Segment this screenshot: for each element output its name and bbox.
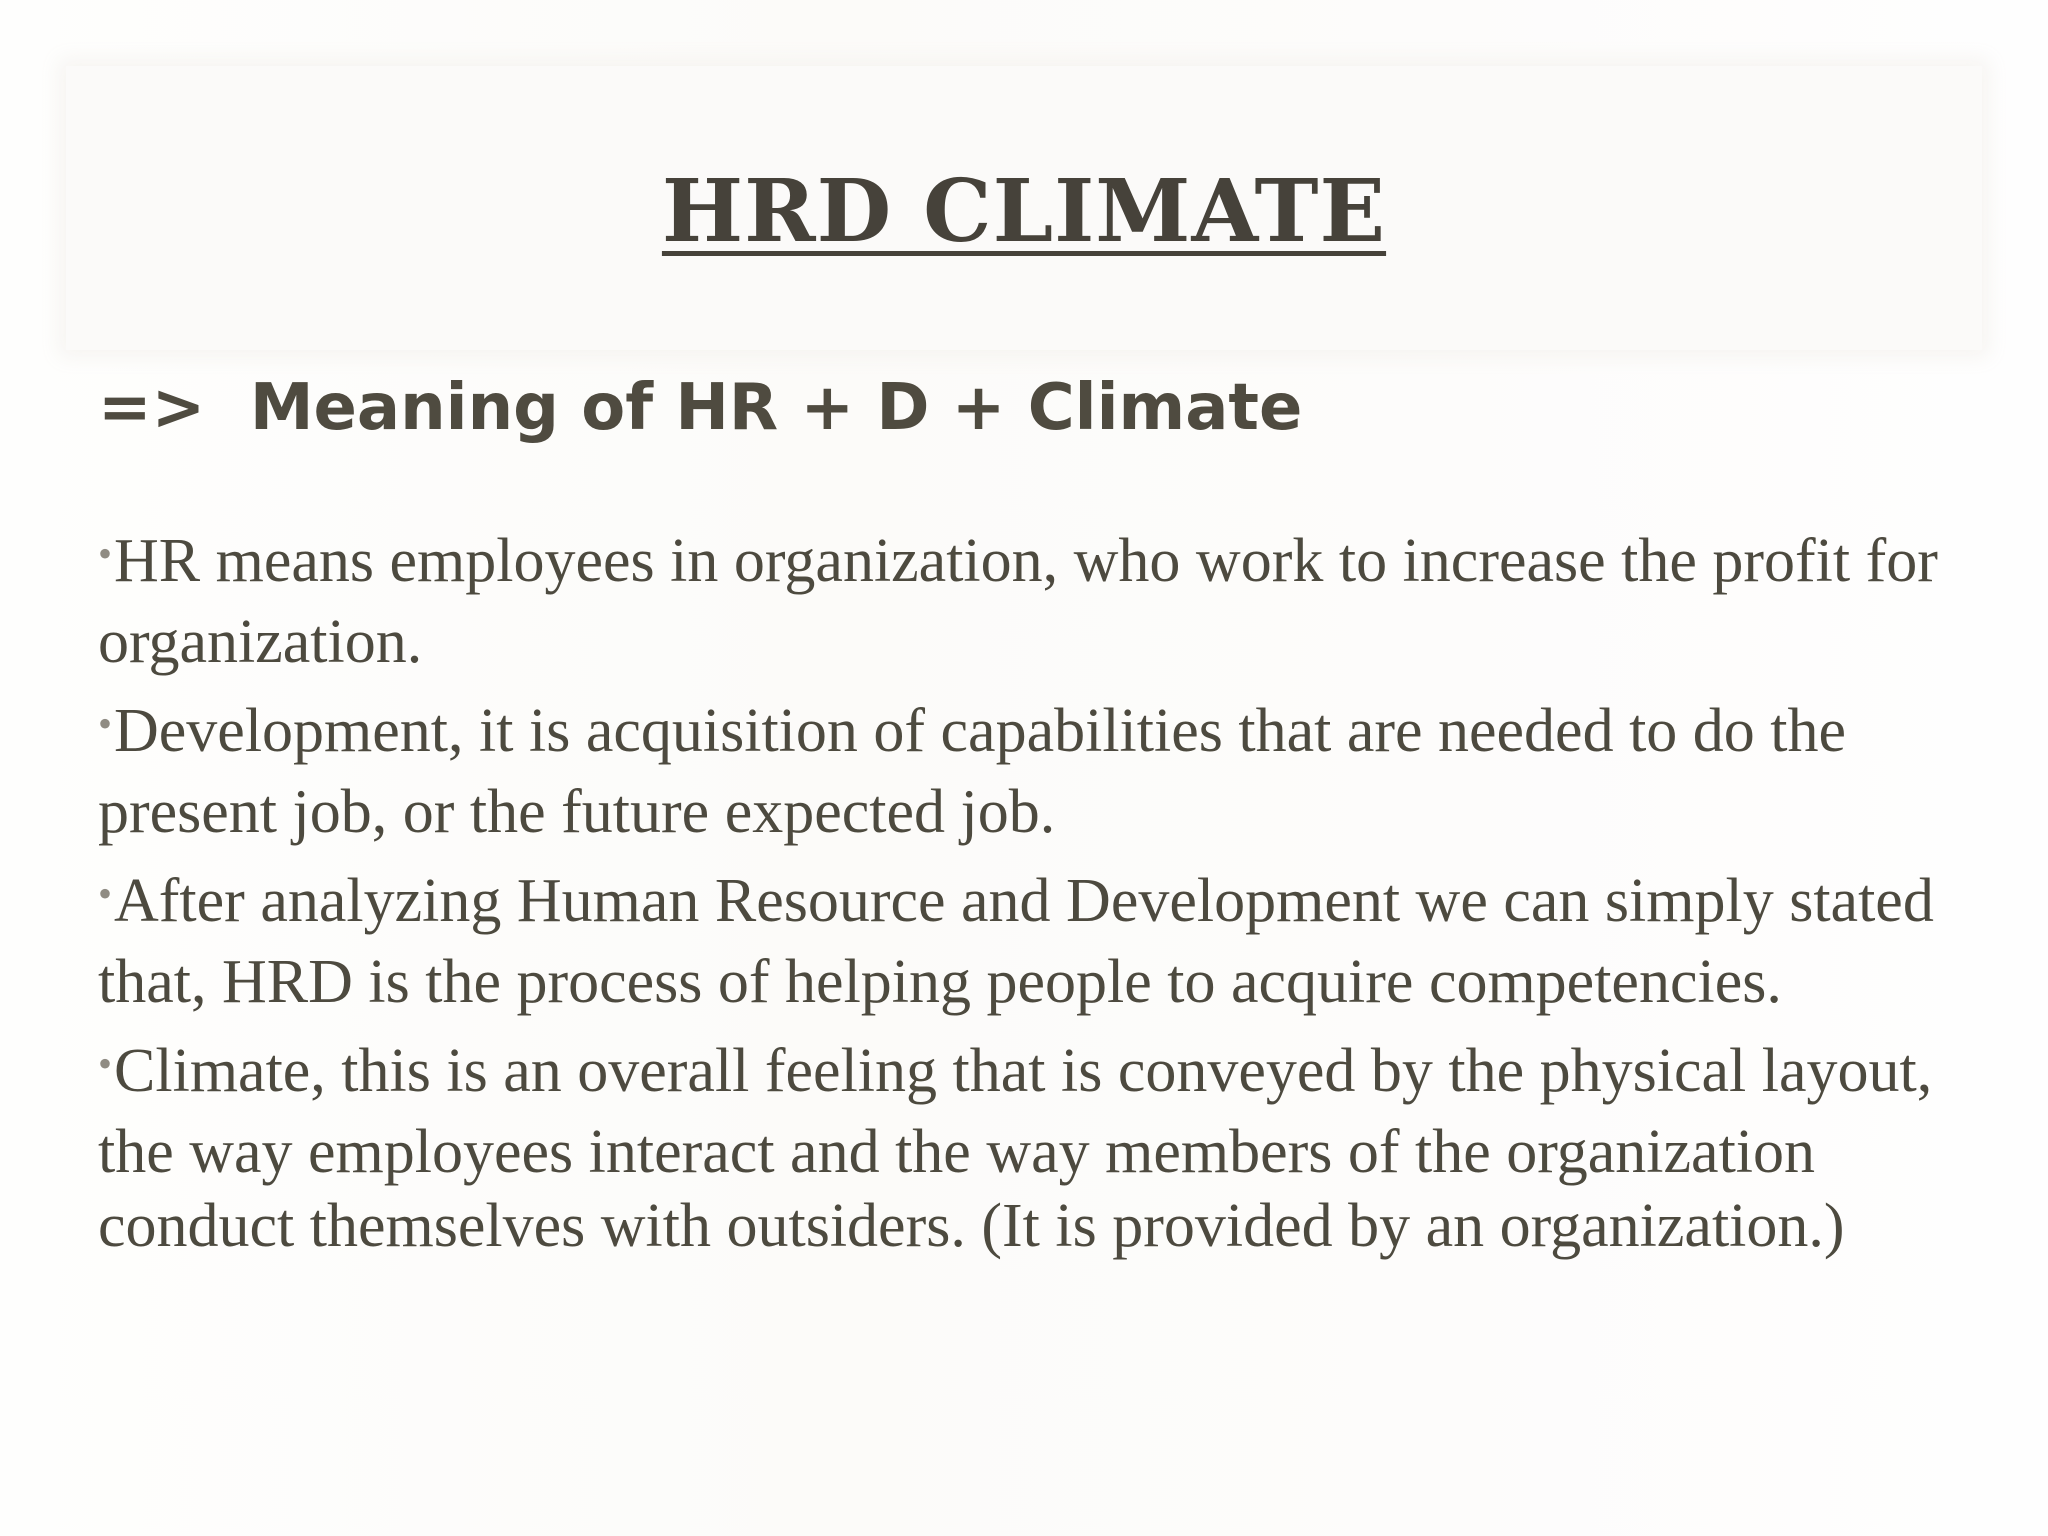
bullet-text: Development, it is acquisition of capabilities that are needed to do the present job, or the future expected job. <box>98 697 1847 846</box>
bullet-marker-icon: • <box>98 701 113 746</box>
bullet-marker-icon: • <box>98 1041 113 1086</box>
slide-title <box>0 162 2048 262</box>
slide-title-text: HRD CLIMATE <box>661 161 1387 262</box>
bullet-item <box>98 524 1978 679</box>
bullet-marker-icon: • <box>98 871 113 916</box>
bullet-marker-icon: • <box>98 531 113 576</box>
bullet-text: After analyzing Human Resource and Development we can simply stated that, HRD is the process of helping people to acquire competencies. <box>98 867 1934 1016</box>
bullet-text: HR means employees in organization, who work to increase the profit for organization. <box>98 527 1938 676</box>
bullet-item <box>98 694 1978 849</box>
bullet-item <box>98 1034 1978 1263</box>
bullet-item <box>98 864 1978 1019</box>
bullet-list <box>98 524 1978 1278</box>
bullet-text: Climate, this is an overall feeling that is conveyed by the physical layout, the way employees interact and the way members of the organization conduct themselves with outsiders. (It is provided by an organization.) <box>98 1037 1933 1260</box>
slide-subtitle: => Meaning of HR + D + Climate <box>98 371 1303 445</box>
